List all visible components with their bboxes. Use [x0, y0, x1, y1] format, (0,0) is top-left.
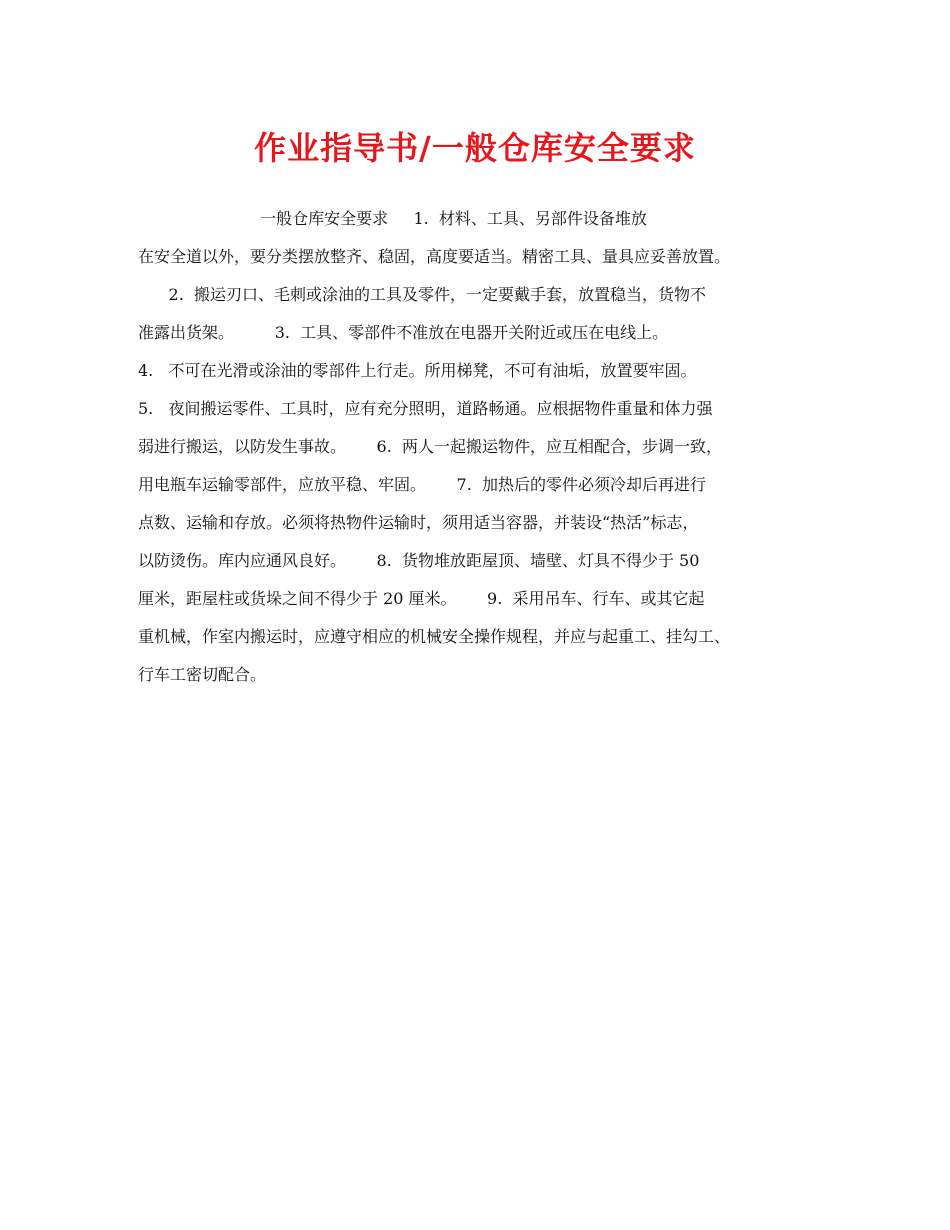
body-line: 用电瓶车运输零部件，应放平稳、牢固。 7. 加热后的零件必须冷却后再进行: [138, 475, 706, 494]
body-line: 弱进行搬运，以防发生事故。 6. 两人一起搬运物件，应互相配合，步调一致，: [138, 437, 722, 456]
body-line: 一般仓库安全要求 1. 材料、工具、另部件设备堆放: [138, 209, 647, 228]
body-line: 2. 搬运刃口、毛刺或涂油的工具及零件，一定要戴手套，放置稳当，货物不: [138, 285, 706, 304]
body-line: 点数、运输和存放。必须将热物件运输时，须用适当容器，并装设“热活”标志，: [138, 513, 699, 532]
body-line: 4. 不可在光滑或涂油的零部件上行走。所用梯凳，不可有油垢，放置要牢固。: [138, 361, 697, 380]
body-line: 准露出货架。 3. 工具、零部件不准放在电器开关附近或压在电线上。: [138, 323, 669, 342]
body-line: 重机械，作室内搬运时，应遵守相应的机械安全操作规程，并应与起重工、挂勾工、: [138, 627, 731, 646]
body-line: 5. 夜间搬运零件、工具时，应有充分照明，道路畅通。应根据物件重量和体力强: [138, 399, 713, 418]
body-line: 以防烫伤。库内应通风良好。 8. 货物堆放距屋顶、墙壁、灯具不得少于 50: [138, 551, 700, 570]
body-line: 厘米，距屋柱或货垛之间不得少于 20 厘米。 9. 采用吊车、行车、或其它起: [138, 589, 705, 608]
body-line: 行车工密切配合。: [138, 665, 267, 684]
document-body: [138, 200, 838, 694]
body-line: 在安全道以外，要分类摆放整齐、稳固，高度要适当。精密工具、量具应妥善放置。: [138, 247, 731, 266]
document-title: 作业指导书/一般仓库安全要求: [254, 129, 696, 167]
